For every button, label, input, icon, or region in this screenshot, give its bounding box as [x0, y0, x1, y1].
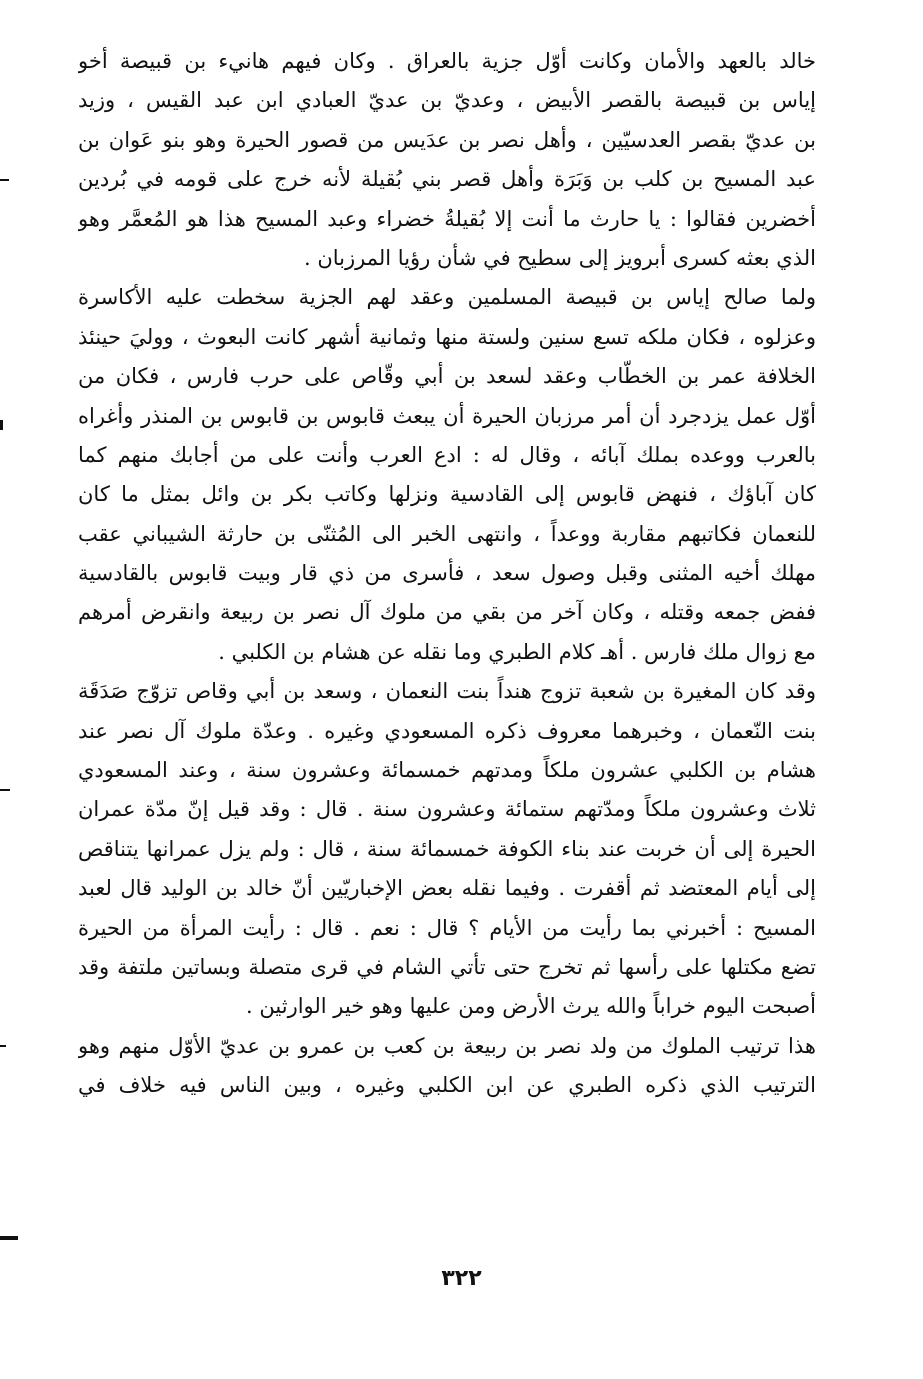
text-line: هذا ترتيب الملوك من ولد نصر بن ربيعة بن كعب بن عمرو بن عديّ الأوّل منهم وهو: [78, 1033, 816, 1058]
text-line: الذي بعثه كسرى أبرويز إلى سطيح في شأن رؤيا المرزبان .: [304, 245, 816, 270]
text-line: ولما صالح إياس بن قبيصة المسلمين وعقد لهم الجزية سخطت عليه الأكاسرة: [78, 285, 816, 310]
text-line: إياس بن قبيصة بالقصر الأبيض ، وعديّ بن عديّ العبادي ابن عبد القيس ، وزيد: [78, 88, 816, 113]
body-text: [78, 42, 816, 1106]
text-line: بن عديّ بقصر العدسيّين ، وأهل نصر بن عدَيس من قصور الحيرة وهو بنو عَوان بن: [78, 127, 816, 152]
text-line: أصبحت اليوم خراباً والله يرث الأرض ومن عليها وهو خير الوارثين .: [246, 994, 816, 1019]
text-line: خالد بالعهد والأمان وكانت أوّل جزية بالعراق . وكان فيهم هانيء بن قبيصة أخو: [78, 49, 816, 73]
text-line: أخضرين فقالوا : يا حارث ما أنت إلا بُقيلةُ خضراء وعبد المسيح هذا هو المُعمَّر وهو: [78, 206, 816, 231]
text-line: إلى أيام المعتضد ثم أقفرت . وفيما نقله بعض الإخباريّين أنّ خالد بن الوليد قال لعبد: [78, 876, 816, 901]
text-line: بنت النّعمان ، وخبرهما معروف ذكره المسعودي وغيره . وعدّة ملوك آل نصر عند: [78, 718, 816, 743]
scan-edge-mark: [0, 179, 9, 181]
text-line: أوّل عمل يزدجرد أن أمر مرزبان الحيرة أن يبعث قابوس بن قابوس بن المنذر وأغراه: [78, 403, 816, 428]
text-line: ثلاث وعشرون ملكاً ومدّتهم ستمائة وعشرون سنة . قال : وقد قيل إنّ مدّة عمران: [78, 797, 816, 822]
text-line: تضع مكتلها على رأسها ثم تخرج حتى تأتي الشام في قرى متصلة وبساتين ملتفة وقد: [78, 954, 816, 979]
scan-edge-mark: [0, 1236, 18, 1240]
text-line: هشام بن الكلبي عشرون ملكاً ومدتهم خمسمائة وعشرون سنة ، وعند المسعودي: [78, 758, 816, 783]
scan-edge-mark: [0, 789, 10, 791]
text-line: كان آباؤك ، فنهض قابوس إلى القادسية ونزلها وكاتب بكر بن وائل بمثل ما كان: [78, 482, 816, 507]
text-line: مهلك أخيه المثنى وقبل وصول سعد ، فأسرى من ذي قار وبيت قابوس بالقادسية: [78, 561, 816, 586]
page-number: ٣٢٢: [441, 1266, 482, 1291]
text-line: الترتيب الذي ذكره الطبري عن ابن الكلبي وغيره ، وبين الناس فيه خلاف في: [78, 1073, 816, 1098]
text-line: الحيرة إلى أن خربت عند بناء الكوفة خمسمائة سنة ، قال : ولم يزل عمرانها يتناقص: [78, 836, 816, 861]
text-line: مع زوال ملك فارس . أهـ كلام الطبري وما نقله عن هشام بن الكلبي .: [218, 639, 816, 664]
text-line: وعزلوه ، فكان ملكه تسع سنين ولستة منها وثمانية أشهر كانت البعوث ، ووليَ حينئذ: [78, 324, 816, 349]
text-line: المسيح : أخبرني بما رأيت من الأيام ؟ قال : نعم . قال : رأيت المرأة من الحيرة: [78, 915, 816, 940]
scan-edge-mark: [0, 420, 3, 430]
text-line: بالعرب ووعده بملك آبائه ، وقال له : ادع العرب وأنت على من أجابك منهم كما: [78, 442, 816, 467]
text-line: وقد كان المغيرة بن شعبة تزوج هنداً بنت النعمان ، وسعد بن أبي وقاص تزوّج صَدَقَة: [78, 679, 816, 704]
scan-edge-mark: [0, 1045, 6, 1047]
text-line: للنعمان فكاتبهم مقاربة ووعداً ، وانتهى الخبر الى المُثنّى بن حارثة الشيباني عقب: [78, 521, 816, 546]
text-line: عبد المسيح بن كلب بن وَبَرَة وأهل قصر بني بُقيلة لأنه خرج على قومه في بُردين: [78, 167, 816, 192]
text-line: الخلافة عمر بن الخطّاب وعقد لسعد بن أبي وقّاص على حرب فارس ، فكان من: [78, 364, 816, 389]
text-line: ففض جمعه وقتله ، وكان آخر من بقي من ملوك آل نصر بن ربيعة وانقرض أمرهم: [78, 600, 816, 625]
